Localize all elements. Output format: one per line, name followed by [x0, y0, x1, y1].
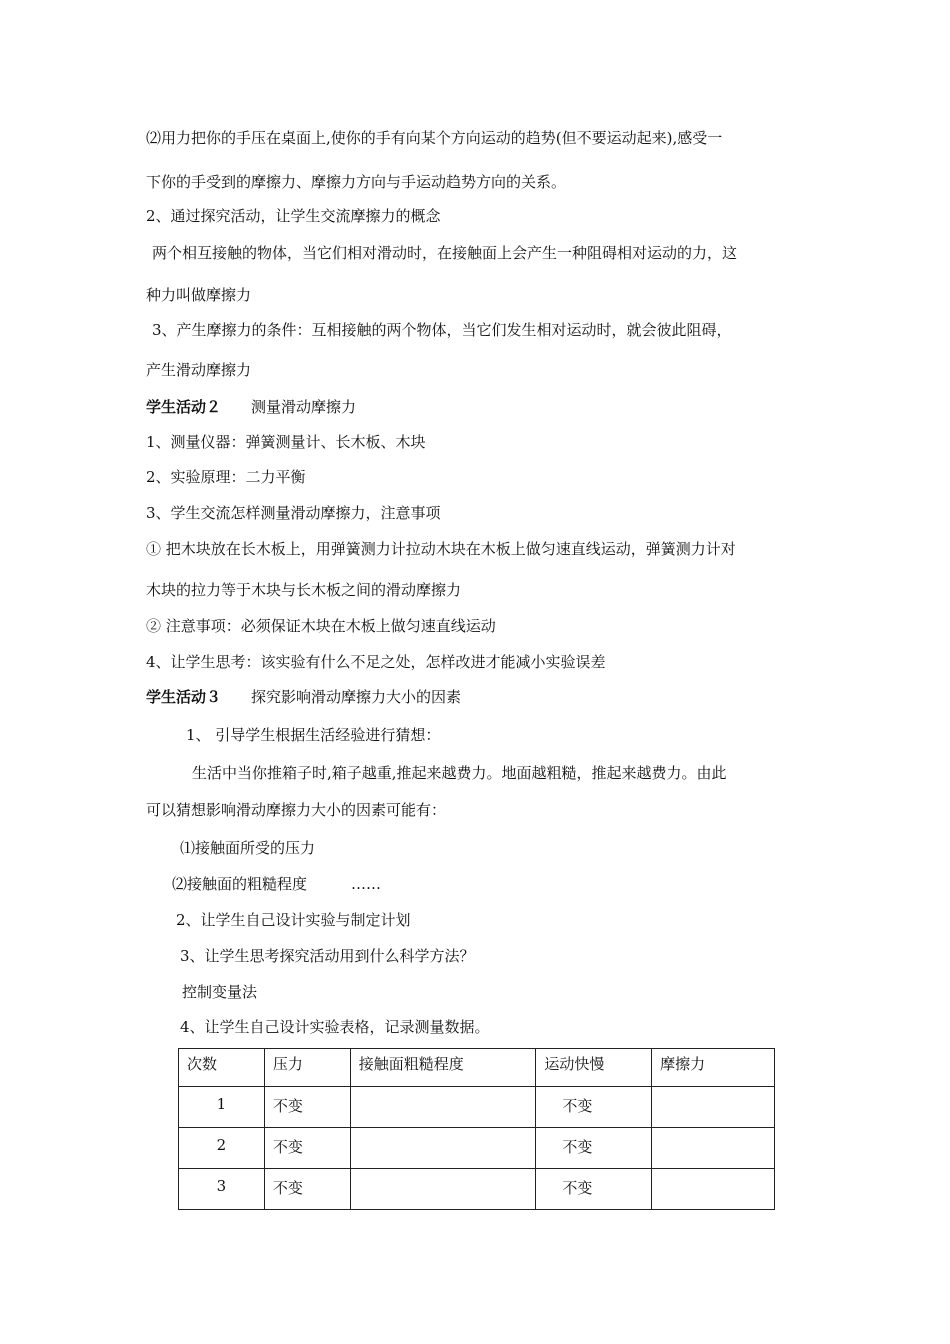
list-item-guess: 1、 引导学生根据生活经验进行猜想： [186, 726, 441, 744]
paragraph-life-experience-2: 可以猜想影响滑动摩擦力大小的因素可能有： [146, 801, 447, 819]
table-cell [652, 1128, 775, 1169]
list-item-principle: 2、实验原理：二力平衡 [146, 468, 306, 486]
table-row [179, 1128, 775, 1169]
table-header-cell: 接触面粗糙程度 [350, 1049, 536, 1087]
table-row [179, 1087, 775, 1128]
paragraph-hand-press-1: ⑵用力把你的手压在桌面上,使你的手有向某个方向运动的趋势(但不要运动起来),感受一 [146, 129, 723, 147]
list-item-design-plan: 2、让学生自己设计实验与制定计划 [176, 911, 411, 929]
list-item-think-improve: 4、让学生思考：该实验有什么不足之处，怎样改进才能减小实验误差 [146, 653, 606, 671]
paragraph-control-variable: 控制变量法 [182, 983, 258, 1001]
list-item-measure-method: 3、学生交流怎样测量滑动摩擦力，注意事项 [146, 504, 441, 522]
section-heading-activity-2 [146, 397, 356, 417]
table-cell: 不变 [536, 1087, 652, 1128]
list-item-scientific-method: 3、让学生思考探究活动用到什么科学方法？ [180, 947, 475, 965]
table-cell: 不变 [536, 1128, 652, 1169]
table-cell: 不变 [536, 1169, 652, 1210]
ellipsis: …… [351, 875, 382, 893]
table-header-cell: 次数 [179, 1049, 265, 1087]
list-item-precautions: ② 注意事项：必须保证木块在木板上做匀速直线运动 [146, 617, 496, 635]
table-cell: 1 [179, 1087, 265, 1128]
paragraph-friction-condition-1: 3、产生摩擦力的条件：互相接触的两个物体，当它们发生相对运动时，就会彼此阻碍， [152, 321, 732, 339]
activity-3-title: 探究影响滑动摩擦力大小的因素 [251, 688, 462, 706]
activity-3-label: 学生活动３ [146, 688, 222, 706]
table-header-row [179, 1049, 775, 1087]
table-header-cell: 摩擦力 [652, 1049, 775, 1087]
list-item-instruments: 1、测量仪器：弹簧测量计、长木板、木块 [146, 433, 426, 451]
paragraph-life-experience-1: 生活中当你推箱子时,箱子越重,推起来越费力。地面越粗糙，推起来越费力。由此 [192, 764, 727, 782]
list-item-design-table: 4、让学生自己设计实验表格，记录测量数据。 [180, 1018, 490, 1036]
list-item-pressure: ⑴接触面所受的压力 [180, 839, 316, 857]
list-item-roughness [172, 874, 381, 894]
table-cell [350, 1169, 536, 1210]
table-cell [350, 1128, 536, 1169]
section-heading-activity-3 [146, 687, 461, 707]
paragraph-friction-condition-2: 产生滑动摩擦力 [146, 361, 252, 379]
table-header-cell: 压力 [264, 1049, 350, 1087]
paragraph-friction-concept-heading: 2、通过探究活动，让学生交流摩擦力的概念 [146, 207, 441, 225]
activity-2-label: 学生活动２ [146, 398, 222, 416]
table-cell [350, 1087, 536, 1128]
paragraph-hand-press-2: 下你的手受到的摩擦力、摩擦力方向与手运动趋势方向的关系。 [146, 173, 567, 191]
table-cell: 不变 [264, 1169, 350, 1210]
paragraph-friction-definition-1: 两个相互接触的物体，当它们相对滑动时，在接触面上会产生一种阻碍相对运动的力，这 [152, 244, 738, 262]
table-cell: 3 [179, 1169, 265, 1210]
table-cell: 不变 [264, 1128, 350, 1169]
table-cell [652, 1169, 775, 1210]
table-header-cell: 运动快慢 [536, 1049, 652, 1087]
table-cell [652, 1087, 775, 1128]
experiment-table [178, 1048, 775, 1210]
activity-2-title: 测量滑动摩擦力 [251, 398, 357, 416]
list-item-procedure-2: 木块的拉力等于木块与长木板之间的滑动摩擦力 [146, 581, 462, 599]
list-item-procedure-1: ① 把木块放在长木板上，用弹簧测力计拉动木块在木板上做匀速直线运动，弹簧测力计对 [146, 540, 736, 558]
table-cell: 不变 [264, 1087, 350, 1128]
table-cell: 2 [179, 1128, 265, 1169]
roughness-text: ⑵接触面的粗糙程度 [172, 875, 308, 893]
table-row [179, 1169, 775, 1210]
paragraph-friction-definition-2: 种力叫做摩擦力 [146, 286, 252, 304]
